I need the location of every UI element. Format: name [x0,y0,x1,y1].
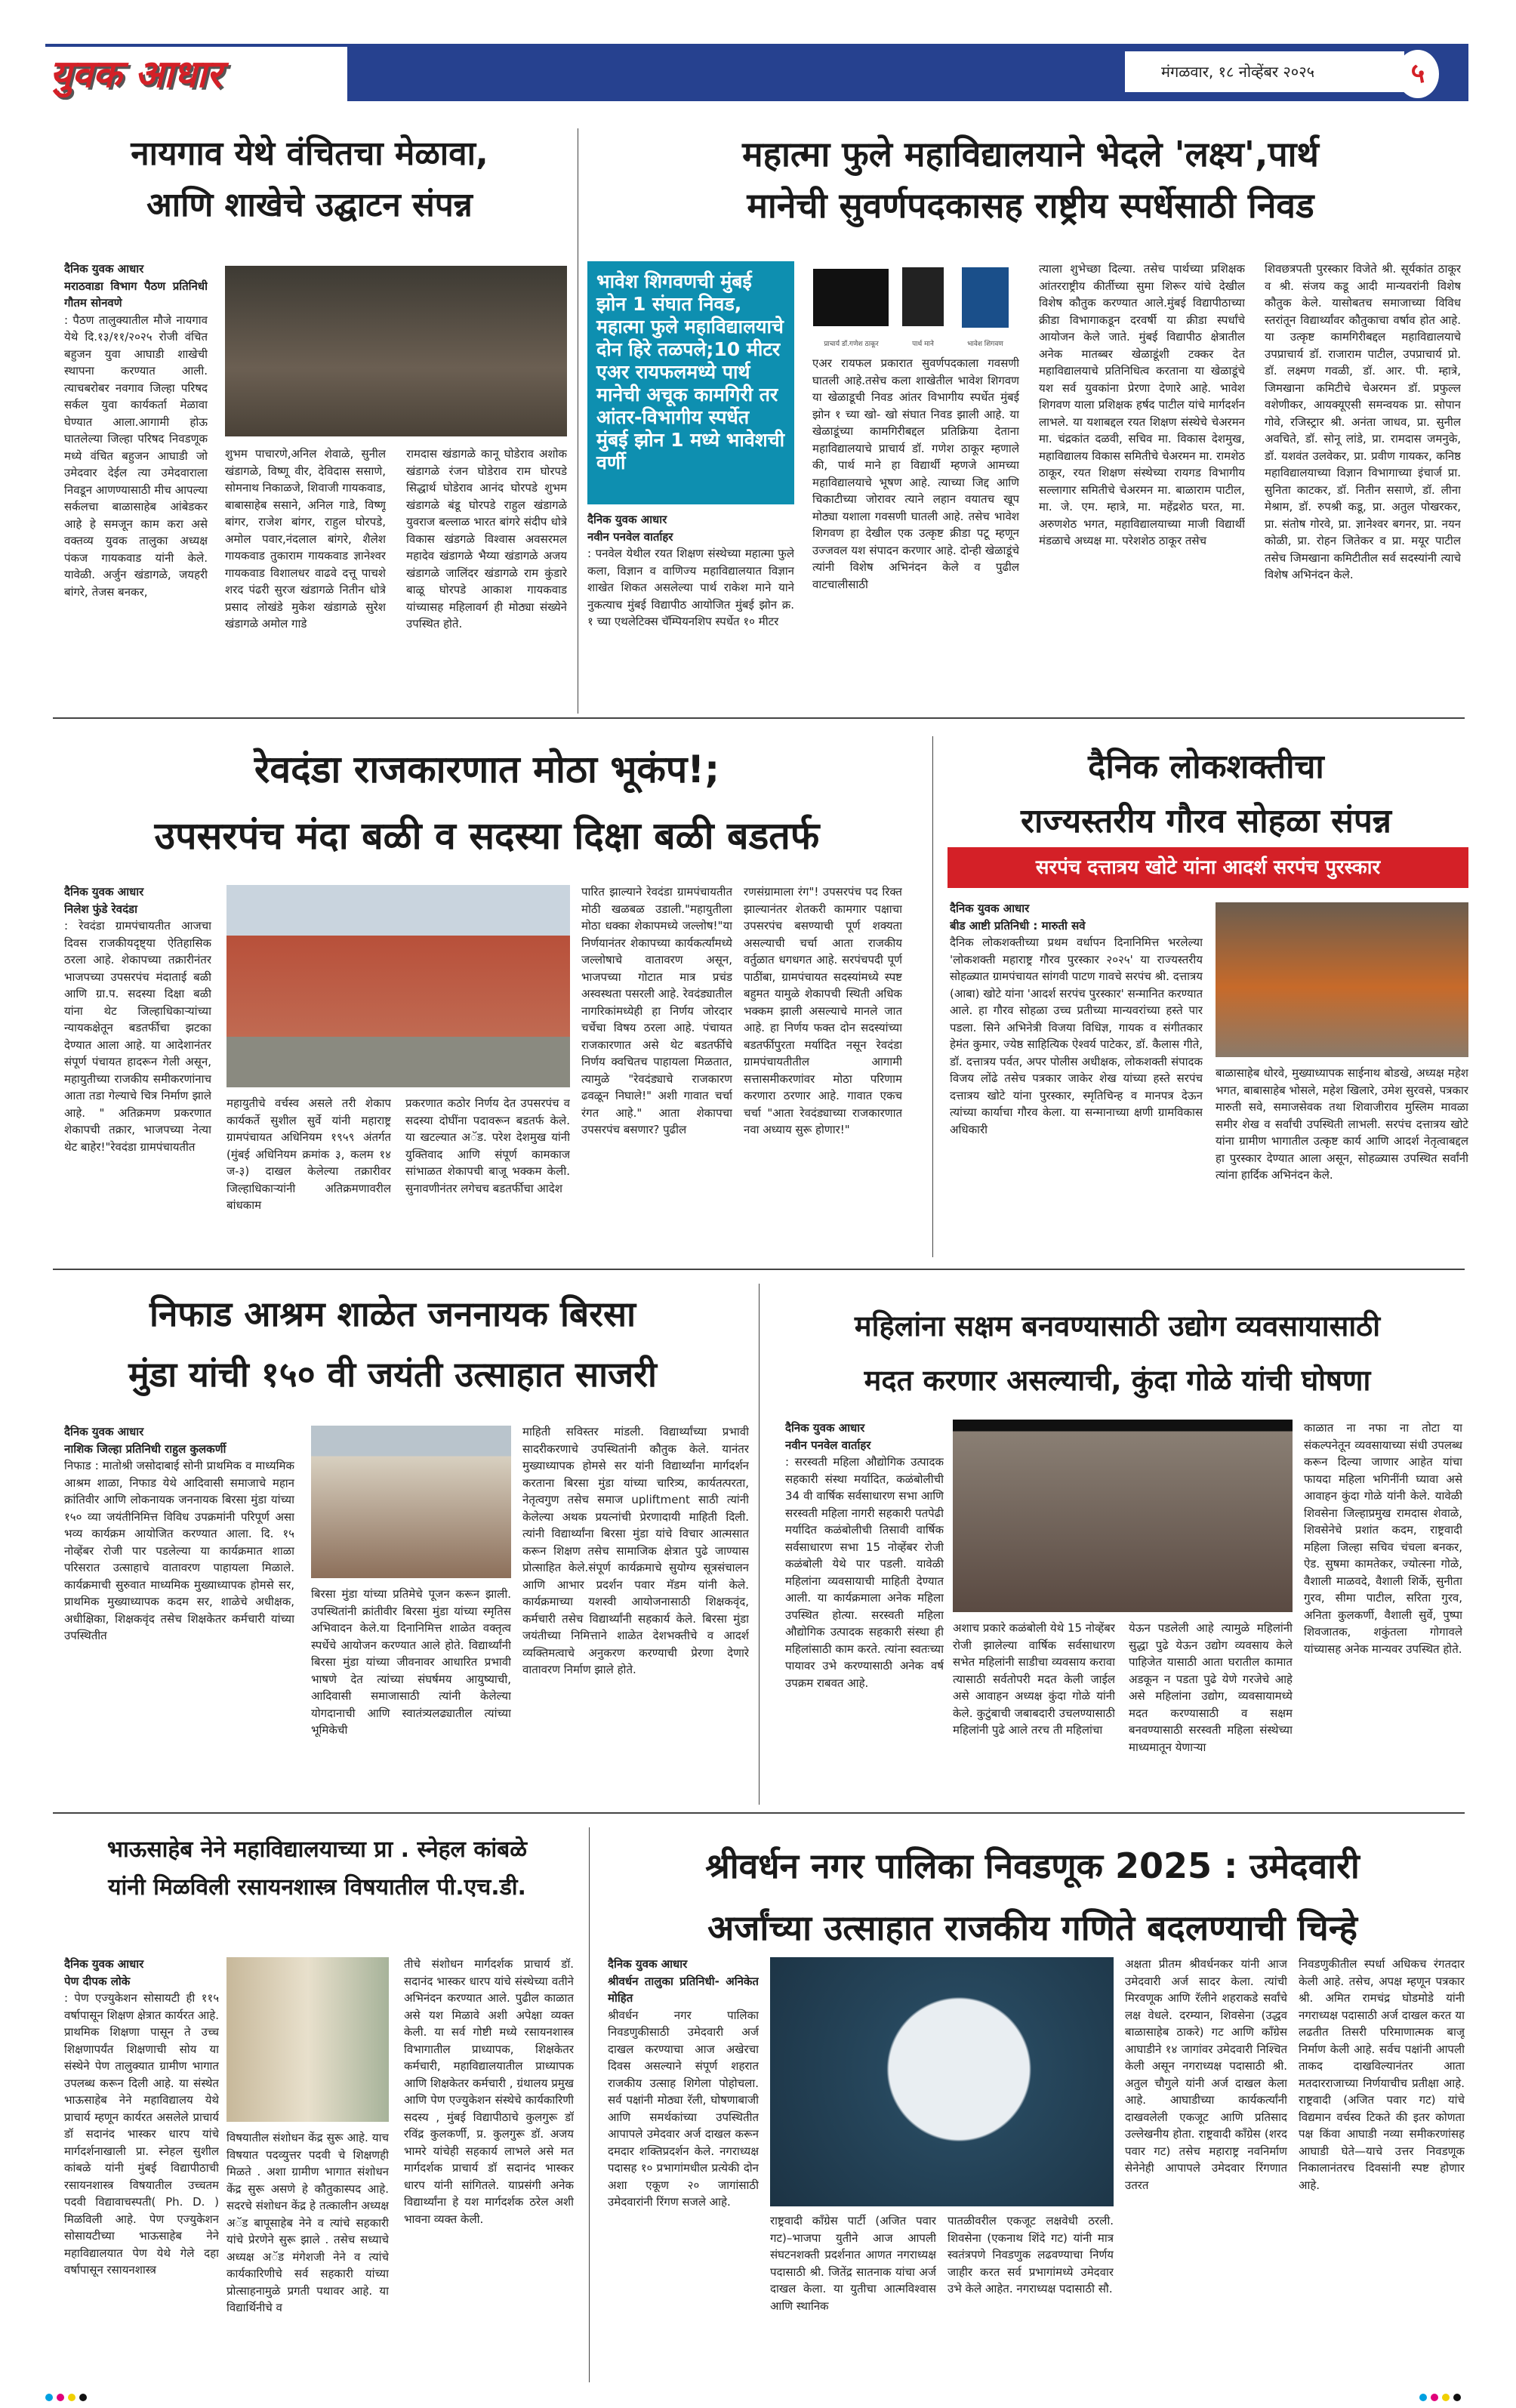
headline-shrivardhan [596,1835,1468,1959]
article-text: शिवछत्रपती पुरस्कार विजेते श्री. सूर्यकांत ठाकूर व श्री. संजय कडू आदी मान्यवरांनी विशेष कौतुक केले. यासोबतच समाजाच्या विविध स्तरांतून विद्यार्थ्यांवर कौतुकाचा वर्षाव होत आहे. या उत्कृष्ट कामगिरीबद्दल महाविद्यालयाचे उपप्राचार्य डॉ. राजाराम पाटील, उपप्राचार्य प्रो. डॉ. लक्ष्मण गवळी, डॉ. आर. पी. म्हात्रे, जिमखाना कमिटीचे चेअरमन डॉ. प्रफुल्ल वशेणीकर, आयक्यूएसी समन्वयक प्रा. सोपान गोवे, रजिस्ट्रार श्री. अनंता जाधव, प्रा. सुनील अवचिते, डॉ. सोनू लांडे, प्रा. रामदास जमनुके, डॉ. यशवंत उलवेकर, प्रा. प्रवीण गायकर, कनिष्ठ महाविद्यालयाच्या विज्ञान विभागाच्या इंचार्ज प्रा. सुनिता काटकर, डॉ. नितीन ससाणे, डॉ. लीना मेश्राम, डॉ. रुपश्री कडू, प्रा. अतुल पोखरकर, प्रा. संतोष गोरवे, प्रा. ज्ञानेश्वर बगनर, प्रा. नयन कोळी, प्रा. रोहन जितेकर व प्रा. मयूर पाटील तसेच जिमखाना कमिटीतील सर्व सदस्यांनी त्याचे विशेष अभिनंदन केले. [1265,262,1461,581]
headline-line: महिलांना सक्षम बनवण्यासाठी उद्योग व्यवसायासाठी [854,1309,1381,1343]
article-text: तीचे संशोधन मार्गदर्शक प्राचार्य डॉ. सदानंद भास्कर धारप यांचे संस्थेच्या वतीने अभिनंदन करण्यात आले. पुढील काळात असे यश मिळावे अशी अपेक्षा व्यक्त केली. या सर्व गोष्टी मध्ये रसायनशास्त्र विभागातील प्राध्यापक, शिक्षकेतर कर्मचारी, महाविद्यालयातील प्राध्यापक आणि शिक्षकेतर कर्मचारी , ग्रंथालय प्रमुख आणि पेण एज्युकेशन संस्थेचे कार्यकारिणी सदस्य , मुंबई विद्यापीठाचे कुलगुरू डॉ रविंद्र कुलकर्णी, प्र. कुलगुरू डॉ. अजय भामरे यांचेही सहकार्य लाभले असे मत मार्गदर्शक प्राचार्य डॉ सदानंद भास्कर धारप यांनी सांगितले. याप्रसंगी अनेक विद्यार्थ्यांना हे यश मार्गदर्शक ठरेल अशी भावना व्यक्त केली. [404,1957,574,2226]
article-text: रामदास खंडागळे कानू घोडेराव अशोक खंडागळे रंजन घोडेराव राम घोरपडे सिद्धार्थ घोडेराव आनंद घोरपडे शुभम खंडागळे बंडू घोरपडे राहुल खंडागळे युवराज बल्लाळ भारत बांगरे संदीप धोत्रे विकास खंडगळे विश्वास अवसरमल महादेव खंडागळे भैय्या खंडागळे अजय खंडागळे जालिंदर खंडागळे राम कुंडारे बाळू घोरपडे आकाश गायकवाड यांच्यासह महिलावर्ग ही मोठ्या संख्येने उपस्थित होते. [406,447,567,631]
photo-caption: पार्थ माने [912,341,934,348]
article-column [405,1095,570,1253]
article-column [225,446,386,710]
article-column [950,900,1203,1253]
bhavesh-shigvan-photo [962,267,1009,328]
byline: नवीन पनवेल वार्ताहर [587,529,673,544]
felicitation-photo [226,1957,389,2122]
headline-line: दैनिक लोकशक्तीचा [1088,748,1324,786]
headline-line: अर्जांच्या उत्साहात राजकीय गणिते बदलण्याची चिन्हे [707,1907,1357,1948]
article-text: पारित झाल्याने रेवदंडा ग्रामपंचायतीत मोठी खळबळ उडाली."महायुतीला मोठा धक्का शेकापमध्ये जल्लोष!"या निर्णयानंतर शेकापच्या कार्यकर्त्यांमध्ये जल्लोषाचे वातावरण असून, भाजपच्या गोटात मात्र प्रचंड अस्वस्थता पसरली आहे. रेवदंड्यातील नागरिकांमध्येही हा निर्णय जोरदार चर्चेचा विषय ठरला आहे. पंचायत राजकारणात असे थेट बडतर्फीचे निर्णय क्वचितच पाहायला मिळतात, त्यामुळे "रेवदंड्याचे राजकारण ढवळून निघाले!" अशी गावात चर्चा रंगत आहे." आता शेकापचा उपसरपंच बसणार? पुढील [581,885,732,1136]
article-column [311,1586,511,1801]
byline: दैनिक युवक आधार [64,1957,144,1971]
school-event-photo [311,1426,511,1578]
article-column [522,1423,749,1801]
headline-line: आणि शाखेचे उद्घाटन संपन्न [146,186,473,224]
byline: श्रीवर्धन तालुका प्रतिनिधी- अनिकेत मोहित [608,1974,759,2005]
meeting-photo [953,1420,1293,1612]
newspaper-logo: युवक आधार [45,47,347,101]
headline-line: निफाड आश्रम शाळेत जननायक बिरसा [149,1293,636,1334]
headline-line: यांनी मिळविली रसायनशास्त्र विषयातील पी.एच.डी. [108,1874,526,1901]
article-text: : पैठण तालुक्यातील मौजे नायगाव येथे दि.१३/११/२०२५ रोजी वंचित बहुजन युवा आघाडी शाखेची स्थापना करण्यात आली. त्याचबरोबर नवगाव जिल्हा परिषद सर्कल युवा कार्यकर्ता मेळावा घेण्यात आला.आगामी होऊ घातलेल्या जिल्हा परिषद निवडणूक मध्ये वंचित बहुजन आघाडी जो उमेदवार देईल त्या उमेदवाराला निवडून आणण्यासाठी मीच आपल्या सर्कलचा बाळासाहेब आंबेडकर आहे हे समजून काम करा असे वक्तव्य युवक तालुका अध्यक्ष पंकज गायकवाड यांनी केले. यावेळी. अर्जुन खंडागळे, जयहरी बांगरे, तेजस बनकर, [64,313,208,599]
article-text: निवडणुकीतील स्पर्धा अधिकच रंगतदार केली आहे. तसेच, अपक्ष म्हणून पत्रकार श्री. अमित रामचंद्र घोडमोडे यांनी नगराध्यक्ष पदासाठी अर्ज दाखल करत या लढतीत तिसरी परिमाणात्मक बाजू निर्माण केली आहे. सर्वच पक्षांनी आपली ताकद दाखविल्यानंतर आता मतदारराजाच्या निर्णयाचीच प्रतीक्षा आहे. राष्ट्रवादी (अजित पवार गट) यांचे विद्यमान वर्चस्व टिकते की इतर कोणता पक्ष किंवा आघाडी नव्या समीकरणांसह आघाडी घेते—याचे उत्तर निवडणूक निकालानंतरच दिवसांनी स्पष्ट होणार आहे. [1299,1957,1465,2192]
byline: दैनिक युवक आधार [587,513,667,526]
headline-nifad [53,1284,732,1404]
byline: दैनिक युवक आधार [64,262,144,276]
article-text: माहिती सविस्तर मांडली. विद्यार्थ्यांच्या प्रभावी सादरीकरणाचे उपस्थितांनी कौतुक केले. यानंतर मुख्याध्यापक होमसे सर यांनी विद्यार्थ्यांना मार्गदर्शन करताना बिरसा मुंडा यांच्या चारित्र्य, कार्यतत्परता, नेतृत्वगुण तसेच समाज upliftment साठी त्यांनी केलेल्या अथक प्रयत्नांची प्रेरणादायी माहिती दिली. त्यांनी विद्यार्थ्यांना बिरसा मुंडा यांचे विचार आत्मसात करून शिक्षण तसेच सामाजिक क्षेत्रात पुढे जाण्यास प्रोत्साहित केले.संपूर्ण कार्यक्रमाचे सुयोग्य सूत्रसंचालन आणि आभार प्रदर्शन पवार मॅडम यांनी केले. कार्यक्रमाच्या यशस्वी आयोजनासाठी शिक्षकवृंद, कर्मचारी तसेच विद्यार्थ्यांनी सहकार्य केले. बिरसा मुंडा जयंतीच्या निमित्ताने शाळेत देशभक्तीचे व आदर्श व्यक्तिमत्वाचे अनुकरण करण्याची प्रेरणा देणारे वातावरण निर्माण झाले होते. [522,1425,749,1676]
article-column [587,511,794,711]
article-column [64,1956,219,2379]
article-column [1129,1620,1293,1801]
article-column [1304,1420,1462,1801]
article-text: अशाच प्रकारे कळंबोली येथे 15 नोव्हेंबर रोजी झालेल्या वार्षिक सर्वसाधारण सभेत महिलांनी साडीचा व्यवसाय करावा त्यासाठी सर्वतोपरी मदत केली जाईल असे आवाहन अध्यक्ष कुंदा गोळे यांनी केले. कुटुंबाची जबाबदारी उचलण्यासाठी महिलांनी पुढे आले तरच ती महिलांचा [953,1621,1115,1737]
section-divider [53,717,1465,719]
article-column [406,446,567,710]
byline: पेण दीपक लोके [64,1974,131,1988]
photo-caption: प्राचार्य डॉ.गणेश ठाकूर [824,341,879,348]
article-column [1299,1956,1465,2379]
headline-women-empowerment [766,1299,1468,1407]
headline-line: भाऊसाहेब नेने महाविद्यालयाच्या प्रा . स्नेहल कांबळे [106,1836,528,1863]
article-text: विषयातील संशोधन केंद्र सुरू आहे. याच विषयात पदव्युत्तर पदवी चे शिक्षणही मिळते . अशा ग्रामीण भागात संशोधन केंद्र सुरू असणे हे कौतुकास्पद आहे. सदरचे संशोधन केंद्र हे तत्कालीन अध्यक्ष अॅड बापूसाहेब नेने व त्यांचे सहकारी यांचे प्रेरणेने सुरू झाले . तसेच सध्याचे अध्यक्ष अॅड मंगेशजी नेने व त्यांचे कार्यकारिणीचे सर्व सहकारी यांच्या प्रोत्साहनामुळे प्रगती पथावर आहे. या विद्यार्थिनीचे व [226,2131,389,2314]
article-column [608,1956,759,2379]
headline-line: श्रीवर्धन नगर पालिका निवडणूक 2025 : उमेदवारी [705,1845,1360,1886]
byline: दैनिक युवक आधार [950,902,1030,915]
byline: नाशिक जिल्हा प्रतिनिधी राहुल कुलकर्णी [64,1441,226,1456]
article-column [785,1420,944,1801]
article-text: : पनवेल येथील रयत शिक्षण संस्थेच्या महात्मा फुले कला, विज्ञान व वाणिज्य महाविद्यालयात विज्ञान शाखेत शिकत असलेल्या पार्थ राकेश माने याने नुकत्याच मुंबई विद्यापीठ आयोजित मुंबई झोन क्र. १ च्या एथलेटिक्स चॅम्पियनशिप स्पर्धेत १० मीटर [587,547,794,628]
byline: दैनिक युवक आधार [64,1425,144,1438]
article-column [64,1423,294,1801]
article-column [744,883,902,1253]
parth-mane-photo [902,267,944,326]
byline: बीड आष्टी प्रतिनिधी : मारुती सवे [950,918,1086,933]
article-column [812,355,1019,711]
article-column [770,2212,936,2379]
headline-line: उपसरपंच मंदा बळी व सदस्या दिक्षा बळी बडतर्फ [154,814,820,858]
india-map-election-photo [770,1957,1114,2206]
article-text: शुभम पाचारणे,अनिल शेवाळे, सुनील खंडागळे, विष्णू वीर, देविदास ससाणे, सोमनाथ निकाळजे, शिवाजी गायकवाड, बाबासाहेब ससाने, अनिल गाडे, विष्णू बांगर, राजेश बांगर, राहुल घोरपडे, अमोल पवार,नंदलाल बांगरे, शैलेश गायकवाड तुकाराम गायकवाड ज्ञानेश्वर गायकवाड विशालधर वाढवे दत्तू पाचशे शरद पंढरी सुरज खंडागळे नितीन धोत्रे प्रसाद लोखंडे मुकेश खंडागळे सुरेश खंडागळे अमोल गाडे [225,447,386,631]
article-text: बिरसा मुंडा यांच्या प्रतिमेचे पूजन करून झाली. उपस्थितांनी क्रांतीवीर बिरसा मुंडा यांच्या स्मृतिस अभिवादन केले.या दिनानिमित्त शाळेत वक्तृत्व स्पर्धेचे आयोजन करण्यात आले होते. विद्यार्थ्यांनी बिरसा मुंडा यांच्या जीवनावर आधारित प्रभावी भाषणे देत त्यांच्या संघर्षमय आयुष्याची, आदिवासी समाजासाठी त्यांनी केलेल्या योगदानाची आणि स्वातंत्र्यलढ्यातील त्यांच्या भूमिकेची [311,1587,511,1737]
byline: मराठवाडा विभाग पैठण प्रतिनिधी गौतम सोनवणे [64,279,208,310]
award-ceremony-photo [1216,902,1468,1057]
article-text: राष्ट्रवादी काँग्रेस पार्टी (अजित पवार गट)–भाजपा युतीने आज आपली संघटनशक्ती प्रदर्शनात आणत नगराध्यक्ष पदासाठी श्री. जितेंद्र सातनाक यांचा अर्ज दाखल केला. या युतीचा आत्मविश्वास आणि स्थानिक [770,2214,936,2313]
article-text: : रेवदंडा ग्रामपंचायतीत आजचा दिवस राजकीयदृष्ट्या ऐतिहासिक ठरला आहे. शेकापच्या तक्रारीनंतर भाजपच्या उपसरपंच मंदाताई बळी आणि ग्रा.प. सदस्या दिक्षा बळी यांना थेट जिल्हाधिकाऱ्यांच्या न्यायकक्षेतून बडतर्फीचा झटका देण्यात आला आहे. या आदेशानंतर संपूर्ण पंचायत हादरून गेली असून, महायुतीच्या राजकीय समीकरणांनाच आता तडा गेल्याचे चित्र निर्माण झाले आहे. " अतिक्रमण प्रकरणात शेकापची तक्रार, भाजपच्या नेत्या थेट बाहेर!"रेवदंडा ग्रामपंचायतीत [64,919,211,1154]
section-divider [53,1812,1465,1814]
article-text: निफाड : मातोश्री जसोदाबाई सोनी प्राथमिक व माध्यमिक आश्रम शाळा, निफाड येथे आदिवासी समाजाचे महान क्रांतिवीर आणि लोकनायक जननायक बिरसा मुंडा यांच्या १५० व्या जयंतीनिमित्त विविध उपक्रमांनी परिपूर्ण असा भव्य कार्यक्रम आयोजित करण्यात आला. दि. १५ नोव्हेंबर रोजी पार पडलेल्या या कार्यक्रमात शाळा परिसरात उत्साहाचे वातावरण पाहायला मिळाले. कार्यक्रमाची सुरुवात माध्यमिक मुख्याध्यापक होमसे सर, प्राथमिक मुख्याध्यापक कदम सर, शाळेचे अधीक्षक, अधीक्षिका, शिक्षकवृंद तसेच शिक्षकेतर कर्मचारी यांच्या उपस्थितीत [64,1459,294,1642]
award-banner: सरपंच दत्तात्रय खोटे यांना आदर्श सरपंच पुरस्कार [948,847,1468,888]
article-column [1265,261,1461,711]
article-text: येऊन पडलेली आहे त्यामुळे महिलांनी सुद्धा पुढे येऊन उद्योग व्यवसाय केले पाहिजेत यासाठी आता घरातील कामात अडकून न पडता पुढे येणे गरजेचे आहे असे महिलांना उद्योग, व्यवसायामध्ये मदत करण्यासाठी व सक्षम बनवण्यासाठी सरस्वती महिला संस्थेच्या माध्यमातून येणाऱ्या [1129,1621,1293,1754]
color-registration-marks [45,2390,91,2404]
byline: दैनिक युवक आधार [785,1421,865,1435]
issue-date: मंगळवार, १८ नोव्हेंबर २०२५ [1125,51,1404,92]
article-text: एअर रायफल प्रकारात सुवर्णपदकाला गवसणी घातली आहे.तसेच कला शाखेतील भावेश शिगवण या खेळाडूची निवड आंतर विभागीय स्पर्धेत मुंबई झोन १ च्या खो- खो संघात निवड झाली आहे. या खेळाडूंच्या कामगिरीबद्दल प्रतिक्रिया देताना महाविद्यालयाचे प्राचार्य डॉ. गणेश ठाकूर म्हणाले की, पार्थ माने हा विद्यार्थी म्हणजे आमच्या महाविद्यालयाचे भूषण आहे. त्याच्या जिद्द आणि चिकाटीच्या जोरावर त्याने लहान वयातच खूप मोठ्या यशाला गवसणी घातली आहे. तसेच भावेश शिगवण हा देखील एक उत्कृष्ट क्रीडा पटू म्हणून उज्जवल यश संपादन करणार आहे. दोन्ही खेळाडूंचे त्यांनी विशेष अभिनंदन केले व पुढील वाटचालीसाठी [812,356,1019,591]
column-divider [759,1284,760,1805]
article-text: अक्षता प्रीतम श्रीवर्धनकर यांनी आज उमेदवारी अर्ज सादर केला. त्यांची मिरवणूक आणि रॅलीने शहराकडे सर्वांचे लक्ष वेधले. दरम्यान, शिवसेना (उद्धव बाळासाहेब ठाकरे) गट आणि काँग्रेस आघाडीने १४ जागांवर उमेदवारी निश्चित केली असून नगराध्यक्ष पदासाठी श्री. अतुल चौगुले यांनी अर्ज दाखल केला आहे. आघाडीच्या कार्यकर्त्यांनी दाखवलेली एकजूट आणि प्रतिसाद उल्लेखनीय होता. राष्ट्रवादी काँग्रेस (शरद पवार गट) तसेच महाराष्ट्र नवनिर्माण सेनेनेही आपापले उमेदवार रिंगणात उतरत [1125,1957,1287,2192]
page-number: ५ [1397,50,1439,98]
byline: नवीन पनवेल वार्ताहर [785,1438,871,1452]
article-column [581,883,732,1253]
column-divider [589,1827,590,2382]
article-text: श्रीवर्धन नगर पालिका निवडणुकीसाठी उमेदवारी अर्ज दाखल करण्याचा आज अखेरचा दिवस असल्याने संपूर्ण शहरात राजकीय उत्साह शिगेला पोहोचला. सर्व पक्षांनी मोठ्या रॅली, घोषणाबाजी आणि समर्थकांच्या उपस्थितीत आपापले उमेदवार अर्ज दाखल करून दमदार शक्तिप्रदर्शन केले. नगराध्यक्ष पदासह १० प्रभागांमधील प्रत्येकी दोन अशा एकूण २० जागांसाठी उमेदवारांनी रिंगण सजले आहे. [608,2008,759,2209]
headline-lokshakti [944,740,1468,849]
event-photo [225,266,567,436]
principal-photo [813,269,889,326]
article-text: काळात ना नफा ना तोटा या संकल्पनेतून व्यवसायाच्या संधी उपलब्ध करून दिल्या जाणार आहेत यांचा फायदा महिला भगिनींनी घ्यावा असे आवाहन कुंदा गोळे यांनी केले. यावेळी शिवसेना जिल्हाप्रमुख रामदास शेवाळे, शिवसेनेचे प्रशांत कदम, राष्ट्रवादी महिला जिल्हा सचिव चंचला बनकर, ऐड. सुषमा कामतेकर, ज्योत्स्ना गोळे, वैशाली माळवदे, वैशाली शिर्के, सुनीता गुरव, सीमा पाटील, सरिता गुरव, अनिता कुलकर्णी, वैशाली सुर्वे, पुष्पा शिवजातक, शकुंतला गोगावले यांच्यासह अनेक मान्यवर उपस्थित होते. [1304,1421,1462,1656]
article-text: रणसंग्रामाला रंग"! उपसरपंच पद रिक्त झाल्यानंतर शेतकरी कामगार पक्षाचा उपसरपंच बसण्याची पूर्ण शक्यता असल्याची चर्चा आता राजकीय वर्तुळात धगधगत आहे. सरपंचपदी पूर्ण पाठींबा, ग्रामपंचायत सदस्यांमध्ये स्पष्ट बहुमत यामुळे शेकापची स्थिती अधिक भक्कम झाली असल्याचे मानले जात आहे. हा निर्णय फक्त दोन सदस्यांच्या बडतर्फीपुरता मर्यादित नसून रेवदंडा ग्रामपंचायतीतील आगामी सत्तासमीकरणांवर मोठा परिणाम करणारा ठरणार आहे. गावात एकच चर्चा "आता रेवदंड्याच्या राजकारणात नवा अध्याय सुरू होणार!" [744,885,902,1136]
article-text: : सरस्वती महिला औद्योगिक उत्पादक सहकारी संस्था मर्यादित, कळंबोलीची 34 वी वार्षिक सर्वसाधारण सभा आणि सरस्वती महिला नागरी सहकारी पतपेढी मर्यादित कळंबोलीची तिसावी वार्षिक सर्वसाधारण सभा 15 नोव्हेंबर रोजी कळंबोली येथे पार पडली. यावेळी महिलांना व्यवसायाची माहिती देण्यात आली. या कार्यक्रमाला अनेक महिला उपस्थित होत्या. सरस्वती महिला औद्योगिक उत्पादक सहकारी संस्था ही महिलांसाठी काम करते. त्यांना स्वतःच्या पायावर उभे करण्यासाठी अनेक वर्ष उपक्रम राबवत आहे. [785,1455,944,1690]
headline-line: राज्यस्तरीय गौरव सोहळा संपन्न [1021,802,1391,840]
headline-revdanda [45,736,929,869]
article-column [404,1956,574,2379]
article-text: महायुतीचे वर्चस्व असले तरी शेकाप कार्यकर्ते सुशील सुर्वे यांनी महाराष्ट्र ग्रामपंचायत अधिनियम १९५९ अंतर्गत (मुंबई अधिनियम क्रमांक ३, कलम १४ ज-३) दाखल केलेल्या तक्रारीवर जिल्हाधिकाऱ्यांनी अतिक्रमणावरील बांधकाम [226,1096,391,1212]
article-column [64,261,208,710]
article-text: : पेण एज्युकेशन सोसायटी ही ११५ वर्षापासून शिक्षण क्षेत्रात कार्यरत आहे. प्राथमिक शिक्षणा पासून ते उच्च शिक्षणापर्यंत शिक्षणाची सोय या संस्थेने पेण तालुक्यात ग्रामीण भागात उपलब्ध करून दिली आहे. या संस्थेत भाऊसाहेब नेने महाविद्यालय येथे प्राचार्य म्हणून कार्यरत असलेले प्राचार्य डॉ सदानंद भास्कर धारप यांचे मार्गदर्शनाखाली प्रा. स्नेहल सुशील कांबळे यांनी मुंबई विद्यापीठाची रसायनशास्त्र विषयातील उच्चतम पदवी विद्यावाचस्पती( Ph. D. ) मिळविली आहे. पेण एज्युकेशन सोसायटीच्या भाऊसाहेब नेने महाविद्यालयात पेण येथे गेले दहा वर्षापासून रसायनशास्त्र [64,1991,219,2277]
headline-line: मुंडा यांची १५० वी जयंती उत्साहात साजरी [128,1354,657,1395]
byline: दैनिक युवक आधार [608,1957,688,1971]
article-text: बाळासाहेब धोरवे, मुख्याध्यापक साईनाथ बोडखे, अध्यक्ष महेश भगत, बाबासाहेब भोसले, महेश खिलारे, उमेश सुरवसे, पत्रकार मारुती सवे, समाजसेवक तथा शिवाजीराव मुस्लिम मावळा समीर शेख व सर्वांची उपस्थिती लाभली. सरपंच दत्तात्रय खोटे यांना ग्रामीण भागातील उत्कृष्ट कार्य आणि आदर्श नेतृत्वाबद्दल हा पुरस्कार देण्यात आला असून, सोहळ्यास उपस्थित सर्वांनी त्यांना हार्दिक अभिनंदन केले. [1216,1066,1468,1182]
headline-line: मदत करणार असल्याची, कुंदा गोळे यांची घोषणा [864,1364,1371,1397]
article-column [64,883,211,1253]
headline-phd [53,1831,581,1907]
article-column [1125,1956,1287,2379]
article-text: त्याला शुभेच्छा दिल्या. तसेच पार्थच्या प्रशिक्षक आंतरराष्ट्रीय कीर्तीच्या सुमा शिरूर यांचे देखील विशेष कौतुक करण्यात आले.मुंबई विद्यापीठाच्या क्रीडा विभागाकडून दरवर्षी या क्रीडा स्पर्धांचे आयोजन केले जाते. मुंबई विद्यापीठ क्षेत्रातील अनेक मातब्बर खेळाडूंशी टक्कर देत महाविद्यालयाचे प्रतिनिधित्व करताना या खेळाडूंचे यश सर्व युवकांना प्रेरणा देणारे आहे. भावेश शिगवण याला प्रशिक्षक हर्षद पाटील यांचे मार्गदर्शन लाभले. या यशाबद्दल रयत शिक्षण संस्थेचे चेअरमन मा. चंद्रकांत दळवी, सचिव मा. विकास देशमुख, महाविद्यालय विकास समितीचे चेअरमन मा. रामशेठ ठाकूर, रयत शिक्षण संस्थेच्या रायगड विभागीय सल्लागार समितीचे चेअरमन मा. बाळाराम पाटील, मा. जे. एम. म्हात्रे, मा. महेंद्रशेठ घरत, मा. अरुणशेठ भगत, महाविद्यालयाच्या माजी विद्यार्थी मंडळाचे अध्यक्ष मा. परेशशेठ ठाकूर तसेच [1039,262,1245,547]
article-column [226,1095,391,1253]
article-text: दैनिक लोकशक्तीच्या प्रथम वर्धापन दिनानिमित्त भरलेल्या 'लोकशक्ती महाराष्ट्र गौरव पुरस्कार २०२५' या राज्यस्तरीय सोहळ्यात ग्रामपंचायत सांगवी पाटण गावचे सरपंच श्री. दत्तात्रय (आबा) खोटे यांना 'आदर्श सरपंच पुरस्कार' सन्मानित करण्यात आले. हा गौरव सोहळा उच्च प्रतीच्या मान्यवरांच्या हस्ते पार पडला. सिने अभिनेत्री विजया विधिज्ञ, गायक व संगीतकार हेमंत कुमार, ज्येष्ठ साहित्यिक ऐश्वर्य पाटेकर, डॉ. कैलास गीते, डॉ. दत्तात्रय पर्वत, अपर पोलीस अधीक्षक, लोकशक्ती संपादक विजय लोंढे तसेच पत्रकार जाकेर शेख यांच्या हस्ते सरपंच दत्तात्रय खोटे यांना पुरस्कार, स्मृतिचिन्ह व मानपत्र देऊन त्यांच्या कार्याचा गौरव केला. या सन्मानाच्या क्षणी ग्रामविकास अधिकारी [950,936,1203,1136]
article-column [226,2129,389,2379]
section-divider [53,1269,1465,1270]
headline-line: रेवदंडा राजकारणात मोठा भूकंप!; [254,748,720,791]
headline-mahatma-phule [596,128,1465,231]
column-divider [932,736,933,1257]
headline-naygaon [53,128,566,231]
byline: दैनिक युवक आधार [64,885,144,899]
photo-caption: भावेश शिगवण [967,341,1003,348]
highlight-box: भावेश शिगवणची मुंबई झोन 1 संघात निवड, महात्मा फुले महाविद्यालयाचे दोन हिरे तळपले;10 मीटर एअर रायफलमध्ये पार्थ मानेची अचूक कामगिरी तर आंतर-विभागीय स्पर्धेत मुंबई झोन 1 मध्ये भावेशची वर्णी [587,261,794,504]
color-registration-marks [1419,2390,1465,2404]
grampanchayat-building-photo [226,885,570,1087]
byline: निलेश फुंडे रेवदंडा [64,902,137,916]
article-column [1039,261,1245,711]
article-column [948,2212,1114,2379]
headline-line: महात्मा फुले महाविद्यालयाने भेदले 'लक्ष्य',पार्थ [742,134,1319,174]
article-text: प्रकरणात कठोर निर्णय देत उपसरपंच व सदस्या दोघींना पदावरून बडतर्फ केले. या खटल्यात अॅड. परेश देशमुख यांनी युक्तिवाद आणि संपूर्ण कामकाज सांभाळत शेकापची बाजू भक्कम केली. सुनावणीनंतर लगेचच बडतर्फीचा आदेश [405,1096,570,1195]
article-column [953,1620,1115,1801]
article-column [1216,1065,1468,1253]
article-text: पातळीवरील एकजूट लक्षवेधी ठरली. शिवसेना (एकनाथ शिंदे गट) यांनी मात्र स्वतंत्रपणे निवडणुक लढवण्याचा निर्णय जाहीर करत सर्व प्रभागांमध्ये उमेदवार उभे केले आहेत. नगराध्यक्ष पदासाठी सौ. [948,2214,1114,2295]
headline-line: मानेची सुवर्णपदकासह राष्ट्रीय स्पर्धेसाठी निवड [747,185,1314,226]
headline-line: नायगाव येथे वंचितचा मेळावा, [131,134,488,173]
